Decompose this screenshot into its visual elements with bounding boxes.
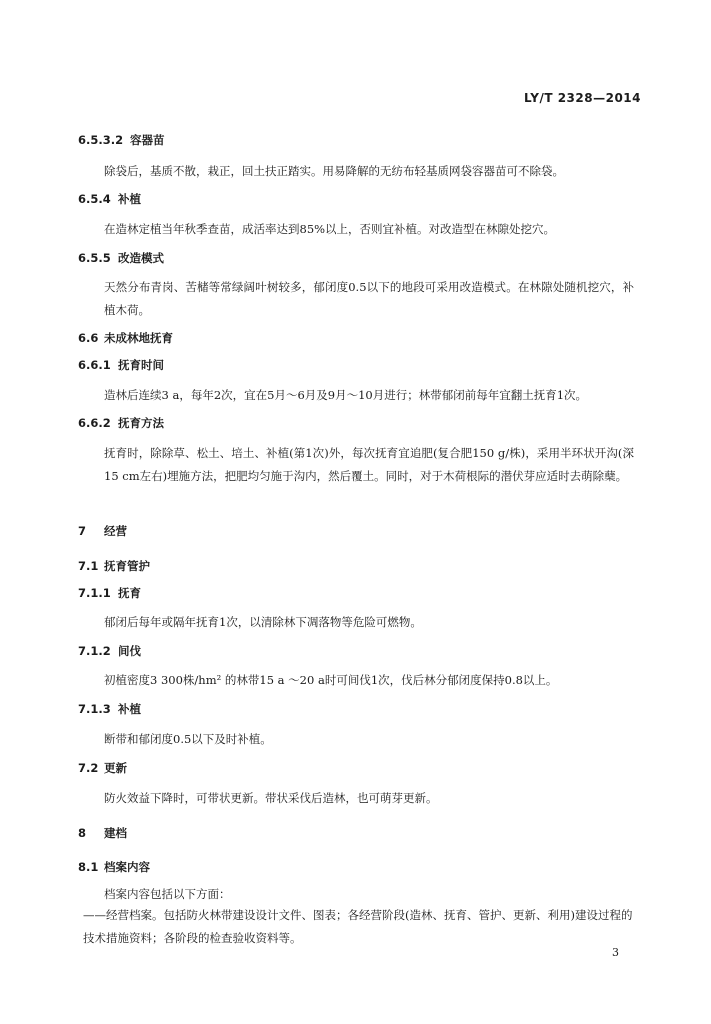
- section-number: 6.5.5: [78, 251, 111, 265]
- heading-7-1: [78, 558, 150, 574]
- heading-7-1-2: [78, 643, 141, 659]
- section-number: 6.6: [78, 331, 99, 345]
- section-title: 建档: [104, 826, 127, 840]
- section-number: 7.2: [78, 761, 99, 775]
- section-number: 6.6.2: [78, 416, 111, 430]
- section-title: 补植: [118, 702, 141, 716]
- section-number: 7.1.3: [78, 702, 111, 716]
- section-title: 未成林地抚育: [104, 331, 173, 345]
- section-title: 改造模式: [118, 251, 164, 265]
- heading-6-5-3-2: [78, 132, 165, 148]
- section-number: 6.5.4: [78, 192, 111, 206]
- section-title: 抚育方法: [118, 416, 164, 430]
- paragraph-6-5-4: 在造林定植当年秋季查苗，成活率达到85%以上，否则宜补植。对改造型在林隙处挖穴。: [104, 222, 556, 236]
- heading-7-1-1: [78, 585, 141, 601]
- paragraph-7-1-1: 郁闭后每年或隔年抚育1次，以清除林下凋落物等危险可燃物。: [104, 615, 422, 629]
- section-title: 档案内容: [104, 860, 150, 874]
- section-title: 经营: [104, 524, 127, 538]
- paragraph-6-6-2: 抚育时，除除草、松土、培土、补植(第1次)外，每次抚育宜追肥(复合肥150 g/株)，采用半环状开沟(深15 cm左右)埋施方法，把肥均匀施于沟内，然后覆土。同时，对于木荷根际的潜伏芽应适时去萌除蘖。: [104, 446, 634, 483]
- section-number: 6.6.1: [78, 358, 111, 372]
- section-number: 8: [78, 826, 87, 840]
- heading-6-6: [78, 330, 173, 346]
- heading-7: [78, 523, 127, 539]
- section-number: 8.1: [78, 860, 99, 874]
- section-title: 抚育: [118, 586, 141, 600]
- heading-7-2: [78, 760, 127, 776]
- section-title: 补植: [118, 192, 141, 206]
- section-title: 容器苗: [130, 133, 165, 147]
- paragraph-6-5-3-2: 除袋后，基质不散，栽正，回土扶正踏实。用易降解的无纺布轻基质网袋容器苗可不除袋。: [104, 164, 564, 178]
- heading-6-5-5: [78, 250, 164, 266]
- section-number: 7.1.1: [78, 586, 111, 600]
- section-number: 7: [78, 524, 87, 538]
- paragraph-6-5-5: 天然分布青岗、苦槠等常绿阔叶树较多，郁闭度0.5以下的地段可采用改造模式。在林隙处随机挖穴，补植木荷。: [104, 280, 634, 317]
- section-number: 7.1: [78, 559, 99, 573]
- heading-8-1: [78, 859, 150, 875]
- section-number: 7.1.2: [78, 644, 111, 658]
- heading-8: [78, 825, 127, 841]
- doc-code-header: LY/T 2328—2014: [523, 91, 641, 105]
- paragraph-8-1-intro: 档案内容包括以下方面：: [104, 887, 231, 901]
- heading-6-5-4: [78, 191, 141, 207]
- page-number: 3: [612, 946, 619, 959]
- heading-6-6-1: [78, 357, 164, 373]
- heading-6-6-2: [78, 415, 164, 431]
- heading-7-1-3: [78, 701, 141, 717]
- paragraph-7-1-3: 断带和郁闭度0.5以下及时补植。: [104, 732, 272, 746]
- paragraph-6-6-1: 造林后连续3 a，每年2次，宜在5月～6月及9月～10月进行；林带郁闭前每年宜翻土抚育1次。: [104, 388, 588, 402]
- section-title: 更新: [104, 761, 127, 775]
- section-title: 抚育管护: [104, 559, 150, 573]
- paragraph-7-2: 防火效益下降时，可带状更新。带状采伐后造林，也可萌芽更新。: [104, 791, 438, 805]
- section-title: 抚育时间: [118, 358, 164, 372]
- section-number: 6.5.3.2: [78, 133, 124, 147]
- list-item-operation-archive: ——经营档案。包括防火林带建设设计文件、图表；各经营阶段(造林、抚育、管护、更新、利用)建设过程的技术措施资料；各阶段的检查验收资料等。: [83, 908, 633, 945]
- paragraph-7-1-2: 初植密度3 300株/hm² 的林带15 a ～20 a时可间伐1次，伐后林分郁闭度保持0.8以上。: [104, 673, 558, 687]
- section-title: 间伐: [118, 644, 141, 658]
